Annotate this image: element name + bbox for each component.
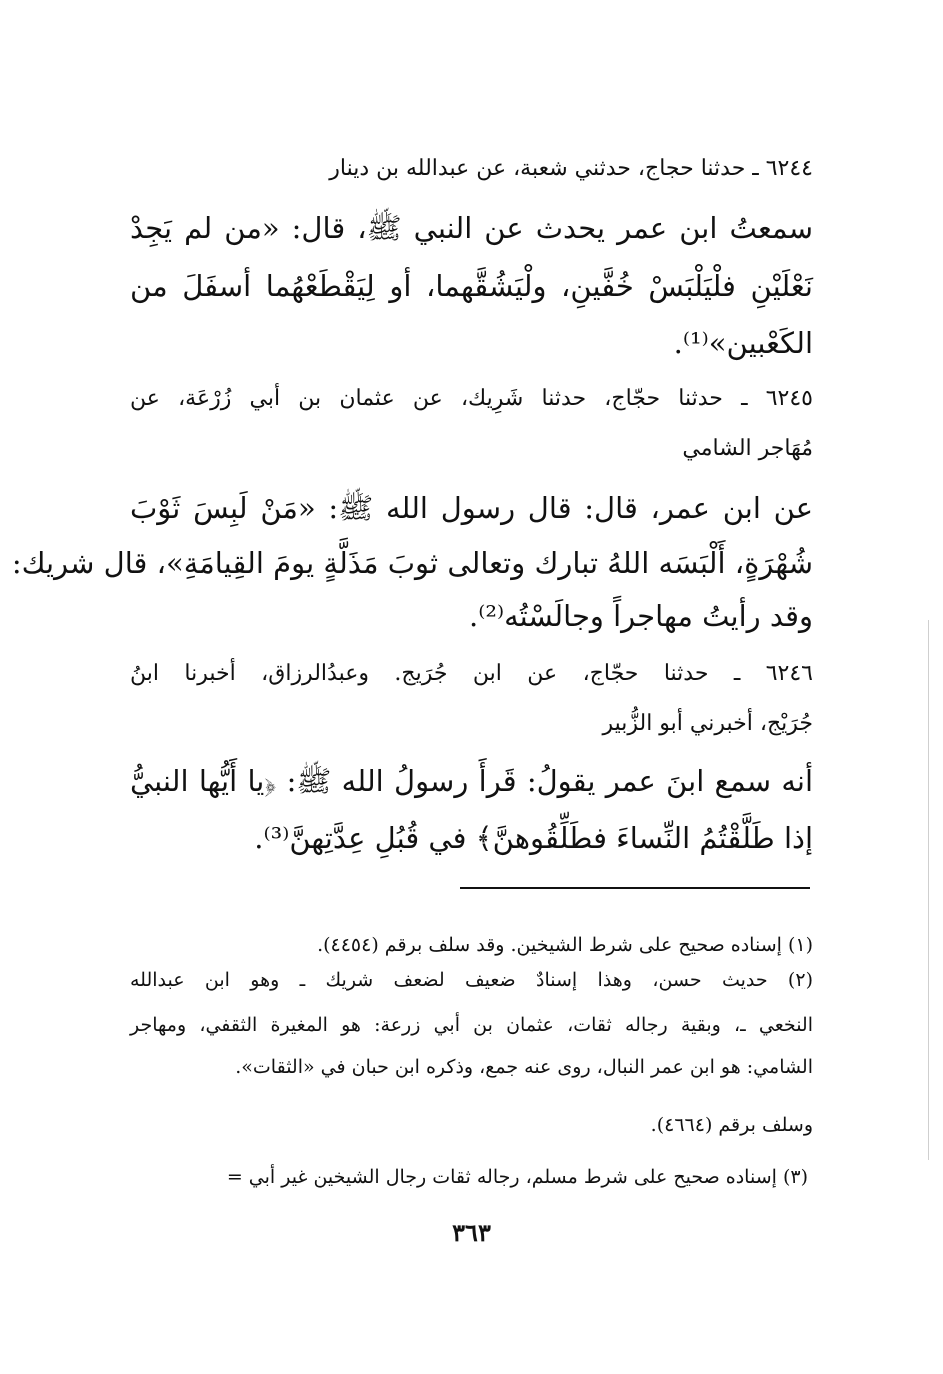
footnote-2-line-4: وسلف برقم (٤٦٦٤). — [650, 1114, 813, 1136]
hadith-6245-matn-line-1: عن ابن عمر، قال: قال رسول الله ﷺ: «مَنْ لَبِسَ ثَوْبَ — [130, 491, 813, 525]
footnote-3: (٣) إسناده صحيح على شرط مسلم، رجاله ثقات رجال الشيخين غير أبي = — [226, 1166, 808, 1188]
hadith-6246-matn-line-2: إذا طَلَّقْتُمُ النِّساءَ فطَلِّقُوهنَّ﴾ في قُبُلِ عِدَّتِهنَّ⁽³⁾. — [254, 821, 813, 855]
hadith-6244-matn-line-3: الكَعْبين»⁽¹⁾. — [673, 326, 813, 360]
hadith-6244-matn-line-1: سمعتُ ابن عمر يحدث عن النبي ﷺ، قال: «من لم يَجِدْ — [130, 211, 813, 245]
scan-edge-line — [928, 620, 929, 1160]
hadith-6246-isnad-line-1: ٦٢٤٦ ـ حدثنا حجّاج، عن ابن جُرَيج. وعبدُالرزاق، أخبرنا ابنُ — [130, 661, 813, 686]
footnote-2-line-3: الشامي: هو ابن عمر النبال، روى عنه جمع، وذكره ابن حبان في «الثقات». — [235, 1056, 813, 1078]
hadith-6245-isnad-line-2: مُهَاجر الشامي — [682, 436, 813, 461]
page-number: ٣٦٣ — [452, 1218, 491, 1247]
footnote-separator — [460, 887, 810, 889]
hadith-6245-isnad-line-1: ٦٢٤٥ ـ حدثنا حجّاج، حدثنا شَرِيك، عن عثمان بن أبي زُرْعَة، عن — [130, 386, 813, 411]
footnote-2-line-2: النخعي ـ، وبقية رجاله ثقات، عثمان بن أبي زرعة: هو المغيرة الثقفي، ومهاجر — [130, 1014, 813, 1036]
hadith-6246-matn-line-1: أنه سمع ابنَ عمر يقولُ: قَرأَ رسولُ الله ﷺ: ﴿يا أَيُّها النبيُّ — [130, 764, 813, 798]
footnote-2-line-1: (٢) حديث حسن، وهذا إسنادٌ ضعيف لضعف شريك ـ وهو ابن عبدالله — [130, 969, 813, 991]
hadith-6244-matn-line-2: نَعْلَيْنِ فلْيَلْبَسْ خُفَّينِ، ولْيَشُقَّهما، أو لِيَقْطَعْهُما أسفَلَ من — [130, 269, 813, 303]
hadith-6245-matn-line-3: وقد رأيتُ مهاجراً وجالَسْتُه⁽²⁾. — [469, 599, 813, 633]
hadith-6244-isnad: ٦٢٤٤ ـ حدثنا حجاج، حدثني شعبة، عن عبدالله بن دينار — [329, 156, 813, 181]
hadith-6245-matn-line-2: شُهْرَةٍ، أَلْبَسَه اللهُ تبارك وتعالى ثوبَ مَذَلَّةٍ يومَ القِيامَةِ»، قال شريك: — [11, 546, 813, 580]
hadith-6246-isnad-line-2: جُرَيْج، أخبرني أبو الزُّبير — [602, 711, 813, 736]
footnote-1: (١) إسناده صحيح على شرط الشيخين. وقد سلف برقم (٤٤٥٤). — [317, 934, 813, 956]
